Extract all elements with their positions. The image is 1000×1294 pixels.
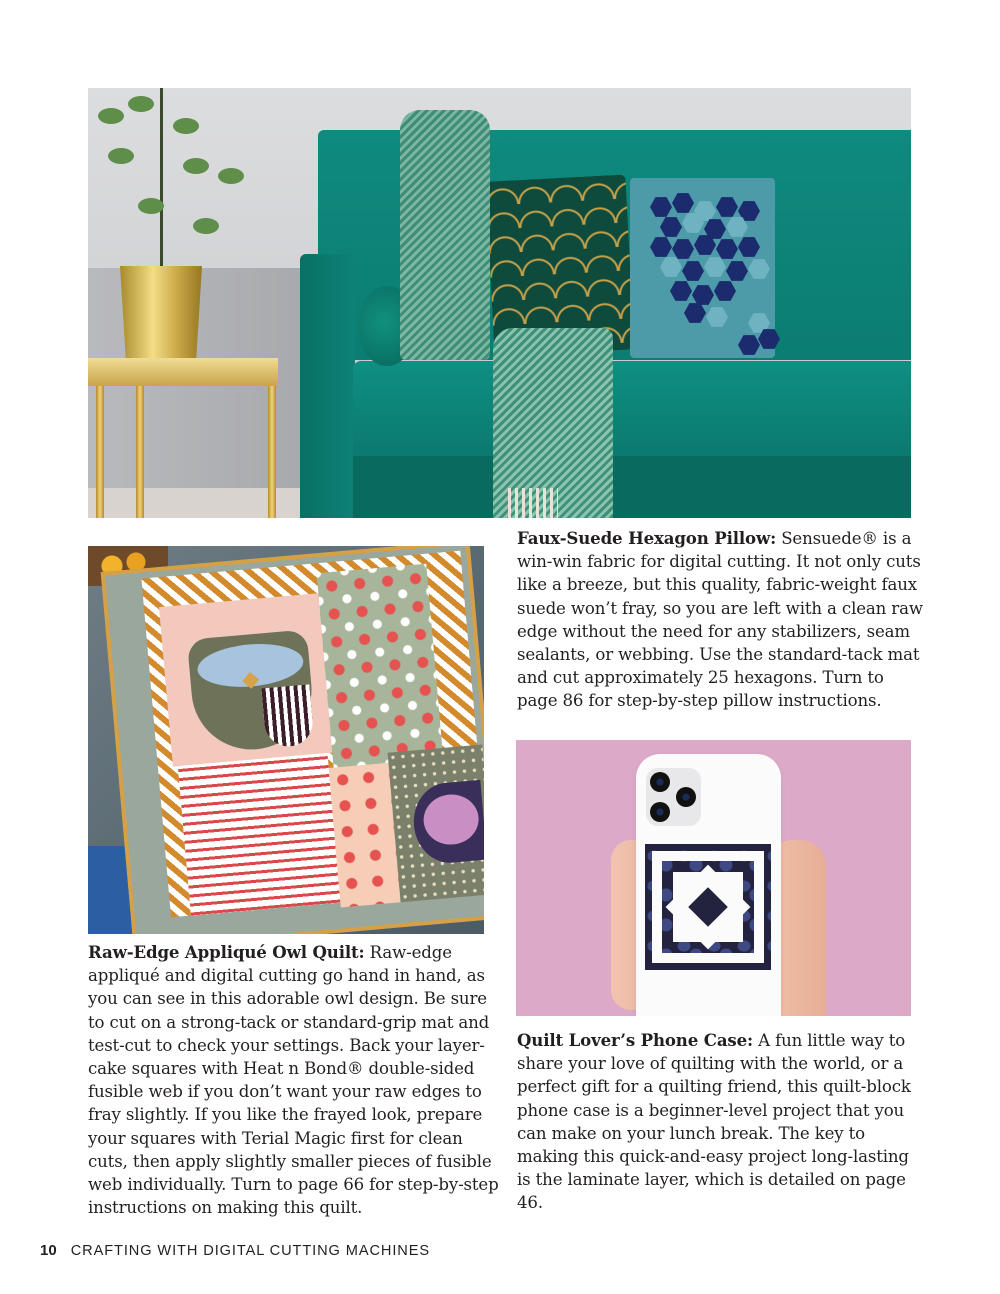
camera-lens: [650, 802, 670, 822]
photo-owl-quilt: [88, 546, 484, 934]
table-leg: [96, 386, 104, 518]
plant-stem: [160, 88, 163, 268]
table-leg: [136, 386, 144, 518]
leaf: [193, 218, 219, 234]
leaf: [183, 158, 209, 174]
throw-fringe: [508, 488, 558, 518]
sofa-arm: [300, 254, 355, 518]
quilt: [101, 546, 484, 934]
gold-side-table: [88, 358, 278, 386]
leaf: [173, 118, 199, 134]
caption-title: Faux-Suede Hexagon Pillow:: [517, 528, 777, 548]
sofa-seat: [353, 361, 911, 456]
block-strip: [652, 851, 662, 963]
caption-body: Raw-edge appliqué and digital cutting go hand in hand, as you can see in this adorable owl design. Be sure to cut on a strong-tack or standard-grip mat and test-cut to check your settings. Back your layer-cake squares with Heat n Bond® double-sided fusible web if you don’t want your raw edges to fray slightly. If you like the frayed look, prepare your squares with Terial Magic first for clean cuts, then apply slightly smaller pieces of fusible web individually. Turn to page 66 for step-by-step instructions on making this quilt.: [88, 943, 499, 1218]
leaf: [98, 108, 124, 124]
caption-body: A fun little way to share your love of quilting with the world, or a perfect gift for a quilting friend, this quilt-block phone case is a beginner-level project that you can make on your lunch break. The key to making this quick-and-easy project long-lasting is the laminate layer, which is detailed on page 46.: [517, 1031, 911, 1213]
sofa-base: [353, 456, 911, 518]
caption-hexagon-pillow: [517, 527, 927, 713]
block-strip: [754, 851, 764, 963]
caption-body: Sensuede® is a win-win fabric for digital cutting. It not only cuts like a breeze, but this quality, fabric-weight faux suede won’t fray, so you are left with a clean raw edge without the need for any stabilizers, seam sealants, or webbing. Use the standard-tack mat and cut approximately 25 hexagons. Turn to page 86 for step-by-step pillow instructions.: [517, 529, 923, 711]
herringbone-throw: [400, 110, 490, 360]
running-title: CRAFTING WITH DIGITAL CUTTING MACHINES: [70, 1243, 430, 1259]
photo-phone-case: [516, 740, 911, 1016]
quilt-block-floral: [317, 564, 444, 773]
block-strip: [652, 953, 764, 963]
caption-phone-case: [517, 1029, 922, 1215]
leaf: [108, 148, 134, 164]
leaf: [138, 198, 164, 214]
leaf: [128, 96, 154, 112]
page-number: 10: [40, 1242, 57, 1259]
quilt-block-red-grid: [178, 753, 341, 916]
photo-sofa-hexagon-pillow: [88, 88, 911, 518]
block-strip: [652, 851, 764, 861]
table-leg: [268, 386, 276, 518]
caption-owl-quilt: [88, 941, 500, 1219]
camera-lens: [676, 787, 696, 807]
caption-title: Quilt Lover’s Phone Case:: [517, 1030, 753, 1050]
caption-title: Raw-Edge Appliqué Owl Quilt:: [88, 942, 365, 962]
leaf: [218, 168, 244, 184]
gold-planter: [120, 266, 202, 371]
camera-lens: [650, 772, 670, 792]
page-footer: [40, 1242, 430, 1259]
quilt-block-design: [645, 844, 771, 970]
